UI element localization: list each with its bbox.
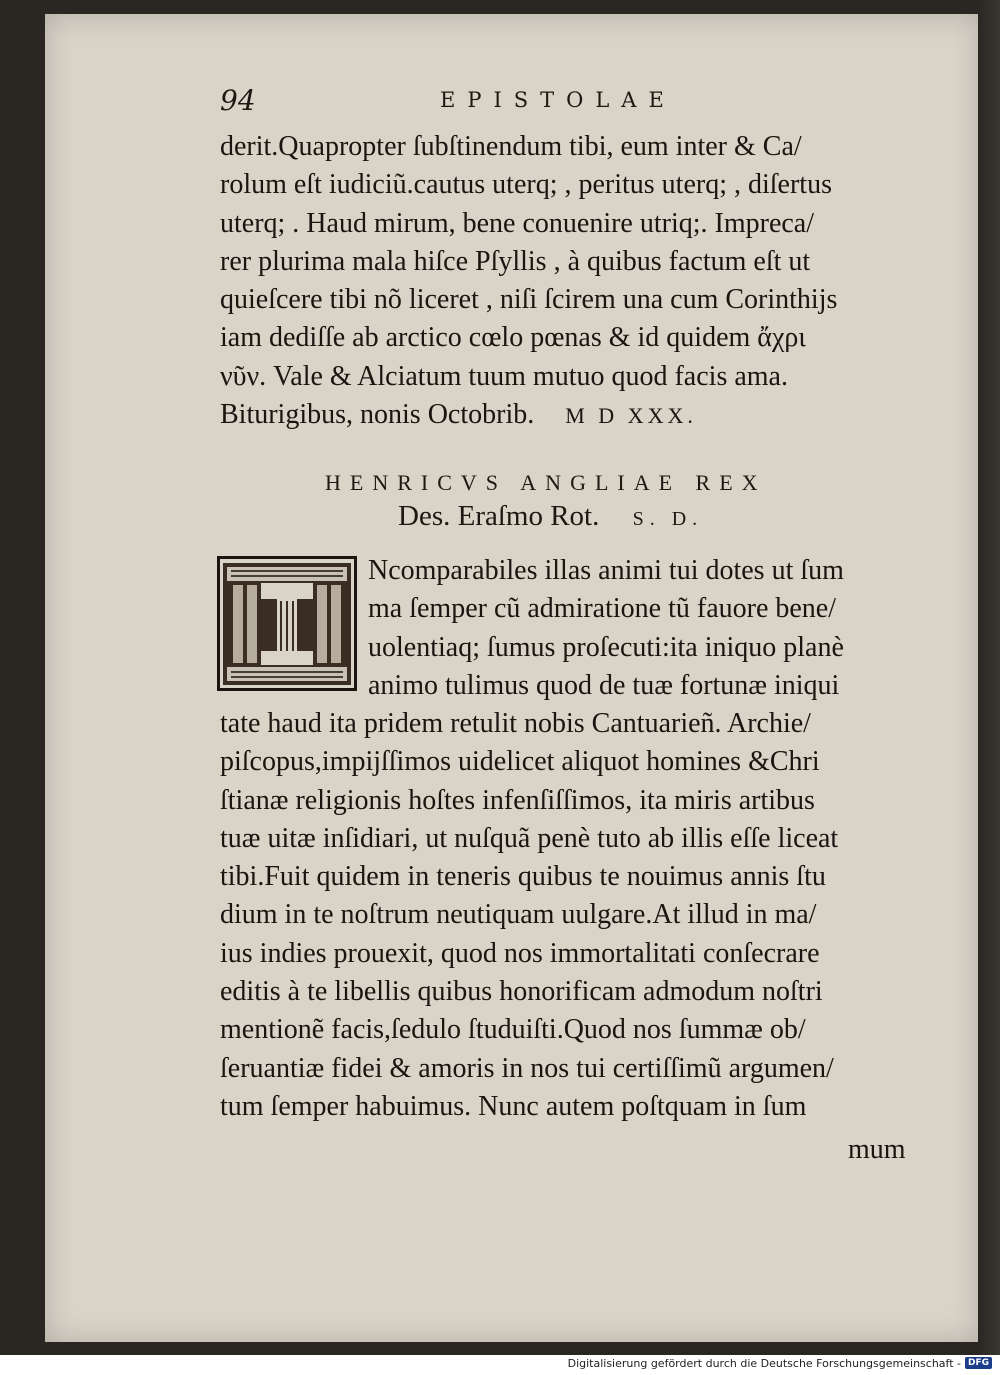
dfg-logo: DFG <box>965 1357 992 1369</box>
text-line: rolum eſt iudiciũ.cautus uterq; , peritus uterq; , diſertus <box>220 169 832 201</box>
text-line: ſtianæ religionis hoſtes infenſiſſimos, ita miris artibus <box>220 784 815 816</box>
text-line: quieſcere tibi nõ liceret , niſi ſcirem una cum Corinthijs <box>220 284 838 316</box>
closing-date: Biturigibus, nonis Octobrib. <box>220 399 535 431</box>
indented-opening-lines <box>368 552 928 705</box>
letter-body <box>220 705 930 1126</box>
catchword: mum <box>848 1134 906 1165</box>
page-edge <box>978 0 1000 1355</box>
text-line: ma ſemper cũ admiratione tũ fauore bene/ <box>368 593 837 625</box>
footer-credit: Digitalisierung gefördert durch die Deutsche Forschungsgemeinschaft - <box>567 1356 961 1370</box>
text-line: ius indies prouexit, quod nos immortalitati conſecrare <box>220 937 820 969</box>
page-number: 94 <box>220 84 256 117</box>
text-line: νῦν. Vale & Alciatum tuum mutuo quod facis ama. <box>220 360 788 392</box>
text-line: iam dediſſe ab arctico cœlo pœnas & id quidem ἄχρι <box>220 322 806 354</box>
text-line <box>220 396 930 434</box>
initial-ornament <box>223 563 351 685</box>
text-line: derit.Quapropter ſubſtinendum tibi, eum inter & Ca/ <box>220 131 802 162</box>
text-line: tuæ uitæ inſidiari, ut nuſquã penè tuto ab illis eſſe liceat <box>220 822 839 854</box>
text-line: ſeruantiæ fidei & amoris in nos tui certiſſimũ argumen/ <box>220 1052 834 1084</box>
date-numeral: M D XXX. <box>565 403 697 429</box>
page-header <box>220 84 740 120</box>
text-line: editis à te libellis quibus honorificam admodum noſtri <box>220 976 823 1008</box>
addressee: Des. Eraſmo Rot. <box>398 500 600 532</box>
text-line: tum ſemper habuimus. Nunc autem poſtquam in ſum <box>220 1090 807 1122</box>
text-line: tate haud ita pridem retulit nobis Cantuarieñ. Archie/ <box>220 708 811 739</box>
text-line: tibi.Fuit quidem in teneris quibus te nouimus annis ſtu <box>220 861 826 893</box>
decorated-initial <box>217 556 357 691</box>
text-line: dium in te noſtrum neutiquam uulgare.At illud in ma/ <box>220 899 817 931</box>
text-line: mentionẽ facis,ſedulo ſtuduiſti.Quod nos ſummæ ob/ <box>220 1014 806 1046</box>
letter-end-text <box>220 128 930 434</box>
text-line: Ncomparabiles illas animi tui dotes ut ſum <box>368 555 844 586</box>
running-head: EPISTOLAE <box>440 88 676 112</box>
letter-heading: HENRICVS ANGLIAE REX <box>325 470 767 495</box>
digitization-footer <box>568 1355 992 1371</box>
text-line: uolentiaq; ſumus proſecuti:ita iniquo planè <box>368 631 844 663</box>
salutation: S. D. <box>632 508 704 530</box>
text-line: piſcopus,impijſſimos uidelicet aliquot homines &Chri <box>220 746 820 778</box>
text-line: rer plurima mala hiſce Pſyllis , à quibus factum eſt ut <box>220 245 811 277</box>
text-line: uterq; . Haud mirum, bene conuenire utriq;. Impreca/ <box>220 207 815 239</box>
text-line: animo tulimus quod de tuæ fortunæ iniqui <box>368 669 840 701</box>
letter-subheading <box>398 500 818 533</box>
